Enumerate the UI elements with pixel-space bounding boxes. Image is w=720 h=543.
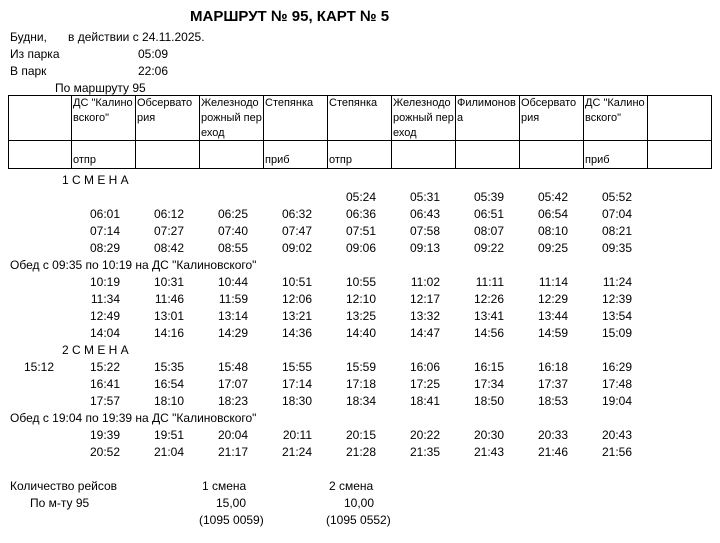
- summary-shift1-label: 1 смена: [202, 479, 247, 493]
- time-cell: 05:31: [409, 190, 440, 204]
- time-cell: 11:14: [538, 275, 568, 289]
- time-cell: 05:42: [537, 190, 568, 204]
- time-cell: 13:25: [345, 309, 376, 323]
- time-cell: 15:22: [89, 360, 120, 374]
- time-cell: 11:59: [218, 292, 248, 306]
- time-cell: 06:51: [473, 207, 504, 221]
- time-cell: 20:15: [345, 428, 376, 442]
- time-cell: 09:25: [537, 241, 568, 255]
- time-cell: 18:41: [409, 394, 440, 408]
- shift1-label: 1 С М Е Н А: [62, 173, 129, 187]
- time-cell: 15:09: [601, 326, 632, 340]
- stop-name: Степянка: [329, 97, 378, 109]
- time-cell: 13:32: [409, 309, 440, 323]
- time-cell: 07:47: [281, 224, 312, 238]
- time-cell: 18:23: [217, 394, 248, 408]
- time-cell: 20:04: [217, 428, 248, 442]
- summary-route-label: По м-ту 95: [30, 496, 90, 510]
- time-cell: 08:07: [473, 224, 504, 238]
- stop-mark: [136, 141, 200, 169]
- time-cell: 06:54: [537, 207, 568, 221]
- header-blank: [9, 96, 72, 141]
- shift2-start-time: 15:12: [24, 360, 55, 374]
- time-cell: 11:34: [90, 292, 120, 306]
- to-park-label: В парк: [10, 64, 47, 78]
- time-cell: 18:30: [281, 394, 312, 408]
- time-cell: 13:44: [537, 309, 568, 323]
- stops-header-table: [8, 95, 712, 169]
- route-label: По маршруту 95: [55, 81, 146, 95]
- time-cell: 09:35: [601, 241, 632, 255]
- stop-mark: [456, 141, 520, 169]
- time-cell: 08:21: [601, 224, 632, 238]
- day-type: Будни,: [10, 30, 47, 44]
- stop-mark: приб: [584, 141, 648, 169]
- lunch-break-1: Обед с 09:35 по 10:19 на ДС "Калиновского": [10, 258, 257, 272]
- time-cell: 12:49: [89, 309, 120, 323]
- time-cell: 14:04: [89, 326, 120, 340]
- time-cell: 11:24: [602, 275, 632, 289]
- summary-shift2-label: 2 смена: [329, 479, 374, 493]
- time-cell: 10:55: [345, 275, 376, 289]
- time-cell: 05:24: [345, 190, 376, 204]
- stop-mark: [392, 141, 456, 169]
- stop-header-cell: [456, 96, 520, 141]
- time-cell: 06:36: [345, 207, 376, 221]
- stop-name: ДС "Калиновского": [585, 97, 645, 124]
- time-cell: 14:59: [537, 326, 568, 340]
- time-cell: 12:10: [345, 292, 376, 306]
- time-cell: 17:34: [473, 377, 504, 391]
- time-cell: 07:14: [89, 224, 120, 238]
- time-cell: 12:06: [281, 292, 312, 306]
- time-cell: 11:11: [475, 275, 504, 289]
- time-cell: 09:06: [345, 241, 376, 255]
- from-park-label: Из парка: [10, 47, 60, 61]
- time-cell: 09:13: [409, 241, 440, 255]
- time-cell: 14:56: [473, 326, 504, 340]
- time-cell: 06:01: [89, 207, 120, 221]
- stop-mark: отпр: [328, 141, 392, 169]
- summary-shift2-count: 10,00: [344, 496, 375, 510]
- time-cell: 11:46: [154, 292, 184, 306]
- time-cell: 06:12: [153, 207, 184, 221]
- time-cell: 16:54: [153, 377, 184, 391]
- time-cell: 18:50: [473, 394, 504, 408]
- time-cell: 21:28: [345, 445, 376, 459]
- time-cell: 11:02: [410, 275, 440, 289]
- stop-header-cell: [72, 96, 136, 141]
- time-cell: 08:10: [537, 224, 568, 238]
- stop-header-cell: [392, 96, 456, 141]
- time-cell: 07:04: [601, 207, 632, 221]
- trips-count-label: Количество рейсов: [10, 479, 118, 493]
- time-cell: 06:43: [409, 207, 440, 221]
- lunch-break-2: Обед с 19:04 по 19:39 на ДС "Калиновского": [10, 411, 257, 425]
- stop-header-cell: [520, 96, 584, 141]
- time-cell: 06:32: [281, 207, 312, 221]
- time-cell: 17:25: [409, 377, 440, 391]
- time-cell: 06:25: [217, 207, 248, 221]
- time-cell: 08:29: [89, 241, 120, 255]
- time-cell: 16:18: [537, 360, 568, 374]
- stop-name: Железнодорожный переход: [393, 97, 454, 139]
- from-park-time: 05:09: [138, 47, 169, 61]
- time-cell: 16:15: [473, 360, 504, 374]
- stop-header-cell: [136, 96, 200, 141]
- time-cell: 07:58: [409, 224, 440, 238]
- time-cell: 14:36: [281, 326, 312, 340]
- stop-name: [649, 96, 710, 140]
- time-cell: 18:34: [345, 394, 376, 408]
- time-cell: 19:39: [89, 428, 120, 442]
- time-cell: 13:21: [281, 309, 312, 323]
- time-cell: 12:26: [473, 292, 504, 306]
- stop-header-cell: [328, 96, 392, 141]
- time-cell: 17:18: [345, 377, 376, 391]
- time-cell: 20:52: [89, 445, 120, 459]
- stop-name: ДС "Калиновского": [73, 97, 133, 124]
- stop-mark: [648, 141, 712, 169]
- time-cell: 12:17: [409, 292, 440, 306]
- time-cell: 21:17: [217, 445, 248, 459]
- time-cell: 15:59: [345, 360, 376, 374]
- stop-name: Железнодорожный переход: [201, 97, 262, 139]
- time-cell: 16:29: [601, 360, 632, 374]
- time-cell: 14:40: [345, 326, 376, 340]
- time-cell: 17:14: [281, 377, 312, 391]
- time-cell: 19:51: [153, 428, 184, 442]
- stop-header-cell: [648, 96, 712, 141]
- time-cell: 05:52: [601, 190, 632, 204]
- time-cell: 20:43: [601, 428, 632, 442]
- header-blank: [9, 141, 72, 169]
- time-cell: 13:41: [473, 309, 504, 323]
- time-cell: 21:43: [473, 445, 504, 459]
- effective-date: в действии с 24.11.2025.: [68, 30, 205, 44]
- time-cell: 19:04: [601, 394, 632, 408]
- stop-name: Обсерватория: [521, 97, 577, 124]
- stop-mark: [520, 141, 584, 169]
- time-cell: 17:57: [89, 394, 120, 408]
- time-cell: 10:44: [217, 275, 248, 289]
- time-cell: 21:46: [537, 445, 568, 459]
- time-cell: 16:06: [409, 360, 440, 374]
- time-cell: 14:16: [153, 326, 184, 340]
- time-cell: 16:41: [89, 377, 120, 391]
- summary-shift1-code: (1095 0059): [199, 513, 264, 527]
- time-cell: 15:35: [153, 360, 184, 374]
- time-cell: 05:39: [473, 190, 504, 204]
- time-cell: 14:47: [409, 326, 440, 340]
- stop-mark: приб: [264, 141, 328, 169]
- summary-shift1-count: 15,00: [216, 496, 247, 510]
- time-cell: 08:42: [153, 241, 184, 255]
- time-cell: 21:56: [601, 445, 632, 459]
- time-cell: 12:29: [537, 292, 568, 306]
- time-cell: 21:04: [153, 445, 184, 459]
- time-cell: 17:48: [601, 377, 632, 391]
- shift2-label: 2 С М Е Н А: [62, 343, 129, 357]
- time-cell: 20:33: [537, 428, 568, 442]
- time-cell: 10:31: [153, 275, 184, 289]
- stop-header-cell: [584, 96, 648, 141]
- time-cell: 10:51: [281, 275, 312, 289]
- time-cell: 21:24: [281, 445, 312, 459]
- time-cell: 17:37: [537, 377, 568, 391]
- time-cell: 17:07: [217, 377, 248, 391]
- time-cell: 07:27: [153, 224, 184, 238]
- time-cell: 13:01: [153, 309, 184, 323]
- time-cell: 09:22: [473, 241, 504, 255]
- time-cell: 18:10: [153, 394, 184, 408]
- page-title: МАРШРУТ № 95, КАРТ № 5: [190, 8, 390, 25]
- to-park-time: 22:06: [138, 64, 169, 78]
- stop-name: Обсерватория: [137, 97, 193, 124]
- time-cell: 07:40: [217, 224, 248, 238]
- stop-header-cell: [264, 96, 328, 141]
- stop-name: Филимонова: [457, 97, 516, 124]
- time-cell: 12:39: [601, 292, 632, 306]
- time-cell: 13:14: [217, 309, 248, 323]
- time-cell: 20:11: [282, 428, 312, 442]
- stop-mark: [200, 141, 264, 169]
- stop-mark: отпр: [72, 141, 136, 169]
- time-cell: 20:30: [473, 428, 504, 442]
- time-cell: 15:55: [281, 360, 312, 374]
- stop-header-cell: [200, 96, 264, 141]
- time-cell: 07:51: [345, 224, 376, 238]
- time-cell: 21:35: [409, 445, 440, 459]
- time-cell: 10:19: [89, 275, 120, 289]
- summary-shift2-code: (1095 0552): [326, 513, 391, 527]
- time-cell: 14:29: [217, 326, 248, 340]
- stop-name: Степянка: [265, 97, 314, 109]
- time-cell: 08:55: [217, 241, 248, 255]
- time-cell: 20:22: [409, 428, 440, 442]
- time-cell: 13:54: [601, 309, 632, 323]
- time-cell: 09:02: [281, 241, 312, 255]
- time-cell: 18:53: [537, 394, 568, 408]
- time-cell: 15:48: [217, 360, 248, 374]
